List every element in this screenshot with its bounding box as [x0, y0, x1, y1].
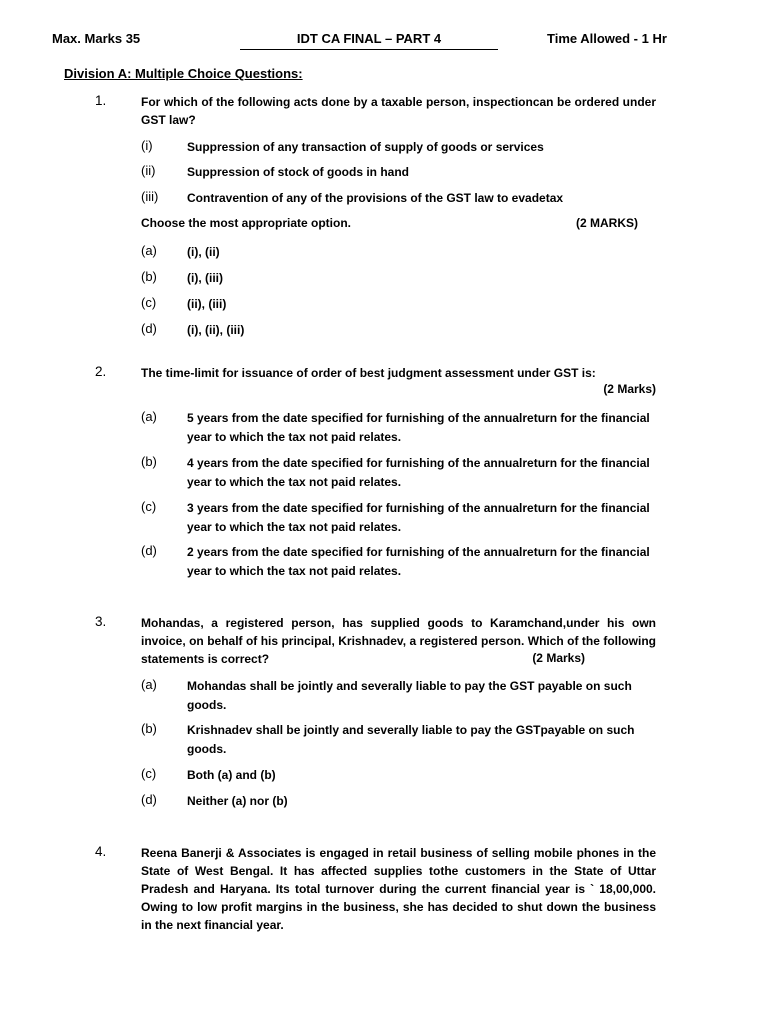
statement-label: (i) — [141, 138, 153, 153]
choose-line — [141, 216, 638, 230]
option-text: 2 years from the date specified for furnishing of the annualreturn for the financial year to which the tax not paid relates. — [187, 545, 650, 578]
question-number: 2. — [95, 364, 107, 379]
option-text: Mohandas shall be jointly and severally liable to pay the GST payable on such goods. — [187, 679, 632, 712]
option-text: 4 years from the date specified for furnishing of the annualreturn for the financial year to which the tax not paid relates. — [187, 456, 650, 489]
option-label: (b) — [141, 269, 157, 284]
time-allowed: Time Allowed - 1 Hr — [547, 31, 667, 46]
question-text: Reena Banerji & Associates is engaged in retail business of selling mobile phones in the State of West Bengal. It has affected supplies tothe customers in the State of Uttar Pradesh and Haryana. Its total turnover during the current financial year is ` 18,00,000. Owing to low profit margins in the business, she has decided to shut down the business in the next financial year. — [141, 846, 656, 932]
option-text: Krishnadev shall be jointly and severally liable to pay the GSTpayable on such goods. — [187, 723, 635, 756]
paper-title: IDT CA FINAL – PART 4 — [240, 31, 498, 50]
question-body: Mohandas, a registered person, has supplied goods to Karamchand,under his own invoice, on behalf of his principal, Krishnadev, a registered person. Which of the following statements is correct? — [141, 616, 656, 666]
question-number: 3. — [95, 614, 107, 629]
option-text: 3 years from the date specified for furnishing of the annualreturn for the financial year to which the tax not paid relates. — [187, 501, 650, 534]
statement-label: (iii) — [141, 189, 159, 204]
option-text: (i), (ii) — [187, 245, 220, 259]
question-marks: (2 Marks) — [532, 651, 585, 665]
question-text: The time-limit for issuance of order of best judgment assessment under GST is: — [141, 366, 596, 380]
option-text: Both (a) and (b) — [187, 768, 276, 782]
max-marks: Max. Marks 35 — [52, 31, 141, 46]
option-text: (ii), (iii) — [187, 297, 227, 311]
statement-label: (ii) — [141, 163, 156, 178]
option-label: (b) — [141, 454, 157, 469]
option-label: (c) — [141, 766, 157, 781]
question-marks: (2 Marks) — [603, 382, 656, 396]
option-label: (c) — [141, 295, 157, 310]
option-text: 5 years from the date specified for furnishing of the annualreturn for the financial year to which the tax not paid relates. — [187, 411, 650, 444]
statement-text: Suppression of any transaction of supply of goods or services — [187, 140, 544, 154]
option-label: (a) — [141, 243, 157, 258]
question-text: For which of the following acts done by a taxable person, inspectioncan be ordered under GST law? — [141, 95, 656, 127]
question-number: 1. — [95, 93, 107, 108]
question-number: 4. — [95, 844, 107, 859]
option-label: (c) — [141, 499, 157, 514]
option-text: (i), (iii) — [187, 271, 223, 285]
option-text: (i), (ii), (iii) — [187, 323, 245, 337]
question-marks: (2 MARKS) — [576, 216, 638, 230]
choose-instruction: Choose the most appropriate option. — [141, 216, 352, 230]
option-text: Neither (a) nor (b) — [187, 794, 288, 808]
division-heading: Division A: Multiple Choice Questions: — [64, 66, 303, 81]
option-label: (a) — [141, 409, 157, 424]
option-label: (a) — [141, 677, 157, 692]
statement-text: Suppression of stock of goods in hand — [187, 165, 410, 179]
option-label: (d) — [141, 792, 157, 807]
option-label: (d) — [141, 321, 157, 336]
option-label: (d) — [141, 543, 157, 558]
option-label: (b) — [141, 721, 157, 736]
statement-text: Contravention of any of the provisions of the GST law to evadetax — [187, 191, 564, 205]
